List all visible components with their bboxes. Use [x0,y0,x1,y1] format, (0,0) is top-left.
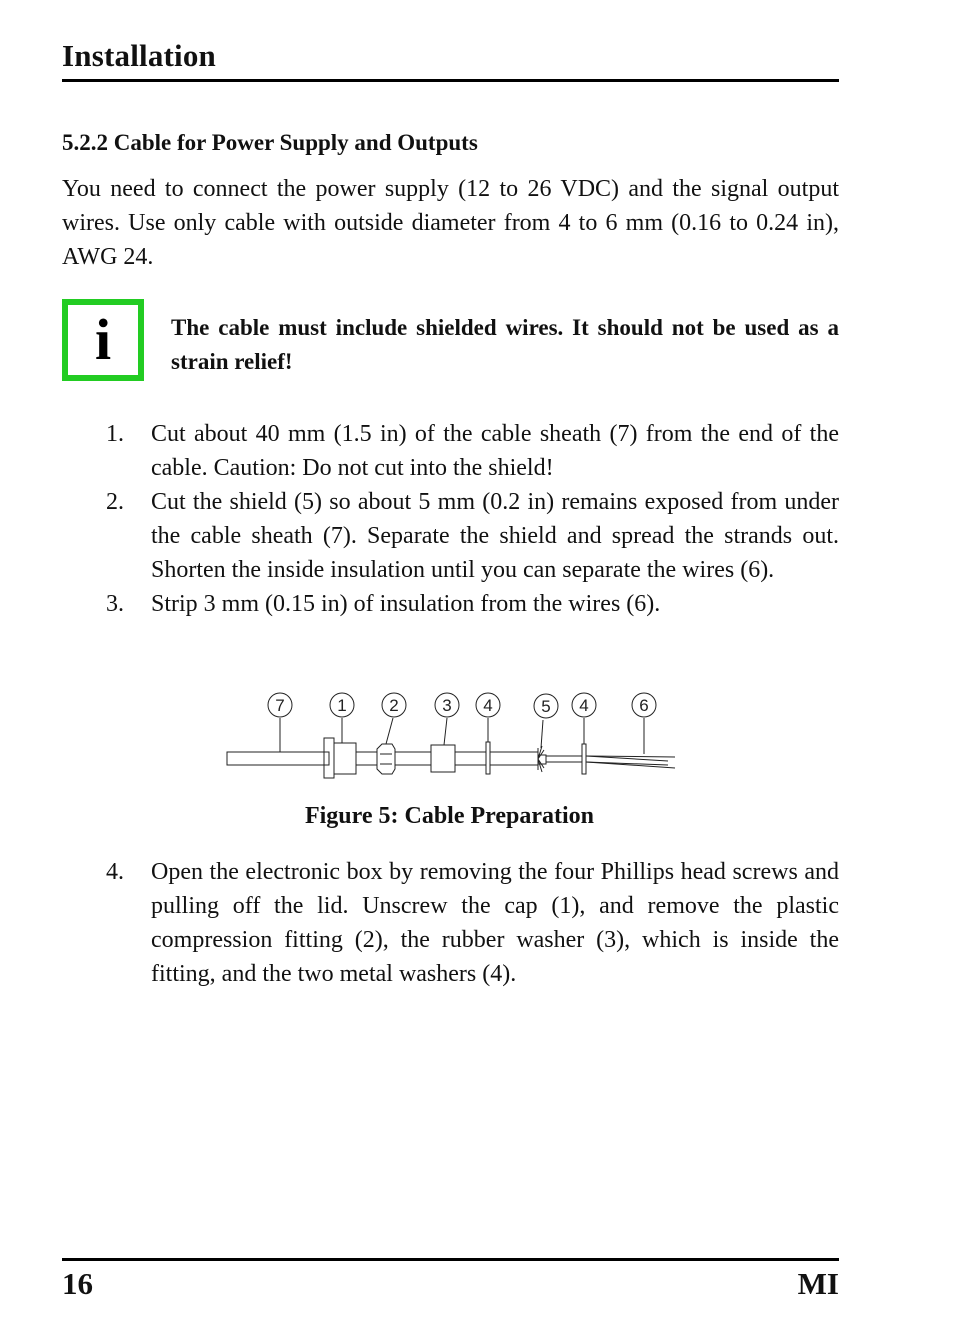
callout-label: 7 [275,696,285,715]
step-text: Cut the shield (5) so about 5 mm (0.2 in) remains exposed from under the cable sheath (7). Separate the shield and spread the strands out. Shorten the inside insulation until you can separate the wires (6). [151,489,839,583]
list-item [62,417,839,485]
callout-label: 3 [442,696,452,715]
intro-paragraph: You need to connect the power supply (12 to 26 VDC) and the signal output wires. Use only cable with outside diameter from 4 to 6 mm (0.16 to 0.24 in), AWG 24. [62,176,839,270]
list-item [62,855,839,991]
footer-rule [62,1258,839,1261]
step-number: 1. [106,421,124,447]
callout-label: 2 [389,696,399,715]
step-text: Open the electronic box by removing the four Phillips head screws and pulling off the lid. Unscrew the cap (1), and remove the plastic compression fitting (2), the rubber washer (3), which is inside the fitting, and the two metal washers (4). [151,859,839,987]
instruction-list [62,417,839,621]
metal-washer-2 [582,744,586,774]
cable-diagram [220,688,690,788]
rubber-washer [431,745,455,772]
step-number: 2. [106,489,124,515]
list-item [62,485,839,587]
warning-note: The cable must include shielded wires. It should not be used as a strain relief! [171,315,839,374]
page-number: 16 [62,1266,93,1301]
callout-label: 1 [337,696,347,715]
step-number: 3. [106,591,124,617]
info-icon-glyph: i [94,307,112,372]
header-rule [62,79,839,82]
cable-sheath [227,752,329,765]
page-header-title: Installation [62,38,216,73]
cap-body [334,743,356,774]
figure-caption-text: Figure 5: Cable Preparation [304,803,595,829]
metal-washer [486,742,490,774]
callout-label: 4 [483,696,493,715]
step-text: Cut about 40 mm (1.5 in) of the cable sheath (7) from the end of the cable. Caution: Do not cut into the shield! [151,421,839,481]
figure-caption [62,803,839,830]
cable-preparation-figure [220,688,690,788]
step-number: 4. [106,859,124,885]
callout-label: 4 [579,696,589,715]
instruction-list-continued [62,855,839,991]
info-icon-frame [68,305,138,375]
info-icon [62,299,144,381]
callout-label: 5 [541,697,551,716]
step-text: Strip 3 mm (0.15 in) of insulation from the wires (6). [151,591,661,617]
footer-label: MI [797,1266,839,1301]
section-heading: 5.2.2 Cable for Power Supply and Outputs [62,130,478,155]
callout-label: 6 [639,696,649,715]
compression-fitting [377,744,395,774]
shield-strands [538,746,544,772]
list-item [62,587,839,621]
